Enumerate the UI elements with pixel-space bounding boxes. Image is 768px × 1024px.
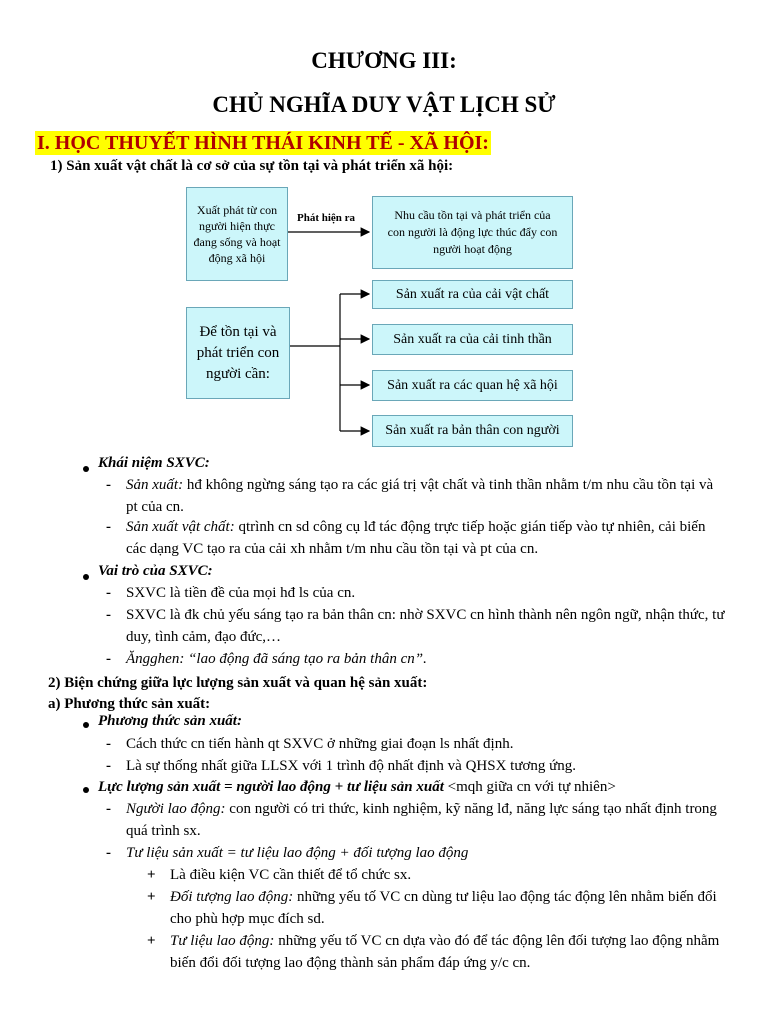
list-item: Là sự thống nhất giữa LLSX với 1 trình độ nhất định và QHSX tương ứng. [126,758,577,774]
diagram-needs-box: Nhu cầu tồn tại và phát triển của con người là động lực thúc đẩy con người hoạt động [372,196,573,269]
plus-icon: + [147,933,156,949]
bullet-icon [83,787,89,793]
list-item: Cách thức cn tiến hành qt SXVC ở những giai đoạn ls nhất định. [126,736,514,752]
list-item: Sản xuất: hđ không ngừng sáng tạo ra các giá trị vật chất và tinh thần nhằm t/m nhu cầu tồn tại và pt của cn. [126,477,714,515]
list-item: Ăngghen: “lao động đã sáng tạo ra bản thân cn”. [126,651,427,667]
list-item: Người lao động: con người có tri thức, kinh nghiệm, kỹ năng lđ, năng lực sáng tạo nhất định trong quá trình sx. [126,801,717,839]
plus-icon: + [147,889,156,905]
diagram-arrow-label: Phát hiện ra [297,212,356,224]
chapter-title: CHƯƠNG III: [311,48,457,73]
list-item: Tư liệu sản xuất = tư liệu lao động + đối tượng lao động [126,845,469,861]
plus-icon: + [147,867,156,883]
sub-list-item: Tư liệu lao động: những yếu tố VC cn dựa vào đó để tác động lên đối tượng lao động nhằm biến đổi đối tượng lao động thành sản phẩm đáp ứng y/c cn. [170,933,720,971]
diagram-exist-box: Để tồn tại và phát triển con người cần: [186,307,290,399]
llsx-heading: Lực lượng sản xuất = người lao động + tư liệu sản xuất <mqh giữa cn với tự nhiên> [98,779,616,795]
diagram-output-box: Sản xuất ra của cải tinh thần [372,324,573,355]
dash-icon: - [106,801,111,817]
dash-icon: - [106,758,111,774]
list-item: SXVC là tiền đề của mọi hđ ls của cn. [126,585,356,601]
diagram-origin-box: Xuất phát từ con người hiện thực đang sống và hoạt động xã hội [186,187,288,281]
dash-icon: - [106,585,111,601]
list-item: Sản xuất vật chất: qtrình cn sd công cụ lđ tác động trực tiếp hoặc gián tiếp vào tự nhiên, cải biến các dạng VC tạo ra của cải xh nhằm t/m nhu cầu tồn tại và pt của cn. [126,519,706,557]
chapter-subtitle: CHỦ NGHĨA DUY VẬT LỊCH SỬ [212,92,556,117]
heading-2: 2) Biện chứng giữa lực lượng sản xuất và quan hệ sản xuất: [48,675,428,691]
diagram-output-box: Sản xuất ra bản thân con người [372,415,573,447]
list-item: SXVC là đk chủ yếu sáng tạo ra bản thân cn: nhờ SXVC cn hình thành nên ngôn ngữ, nhận thức, tư duy, tình cảm, đạo đức,… [126,607,725,645]
diagram-output-box: Sản xuất ra của cải vật chất [372,280,573,309]
bullet-icon [83,722,89,728]
heading-2a: a) Phương thức sản xuất: [48,696,211,712]
bullet-icon [83,466,89,472]
khai-niem-heading: Khái niệm SXVC: [98,455,210,471]
bullet-icon [83,574,89,580]
sub-list-item: Đối tượng lao động: những yếu tố VC cn dùng tư liệu lao động tác động lên nhằm biến đổi cho phù hợp mục đích sd. [170,889,717,927]
dash-icon: - [106,845,111,861]
dash-icon: - [106,607,111,623]
vai-tro-heading: Vai trò của SXVC: [98,563,213,579]
ptsx-heading: Phương thức sản xuất: [98,713,242,729]
sub-list-item: Là điều kiện VC cần thiết để tổ chức sx. [170,867,412,883]
heading-1: 1) Sản xuất vật chất là cơ sở của sự tồn tại và phát triển xã hội: [50,158,454,174]
section-heading: I. HỌC THUYẾT HÌNH THÁI KINH TẾ - XÃ HỘI: [37,132,489,154]
dash-icon: - [106,736,111,752]
dash-icon: - [106,519,111,535]
dash-icon: - [106,477,111,493]
diagram-output-box: Sản xuất ra các quan hệ xã hội [372,370,573,401]
dash-icon: - [106,651,111,667]
